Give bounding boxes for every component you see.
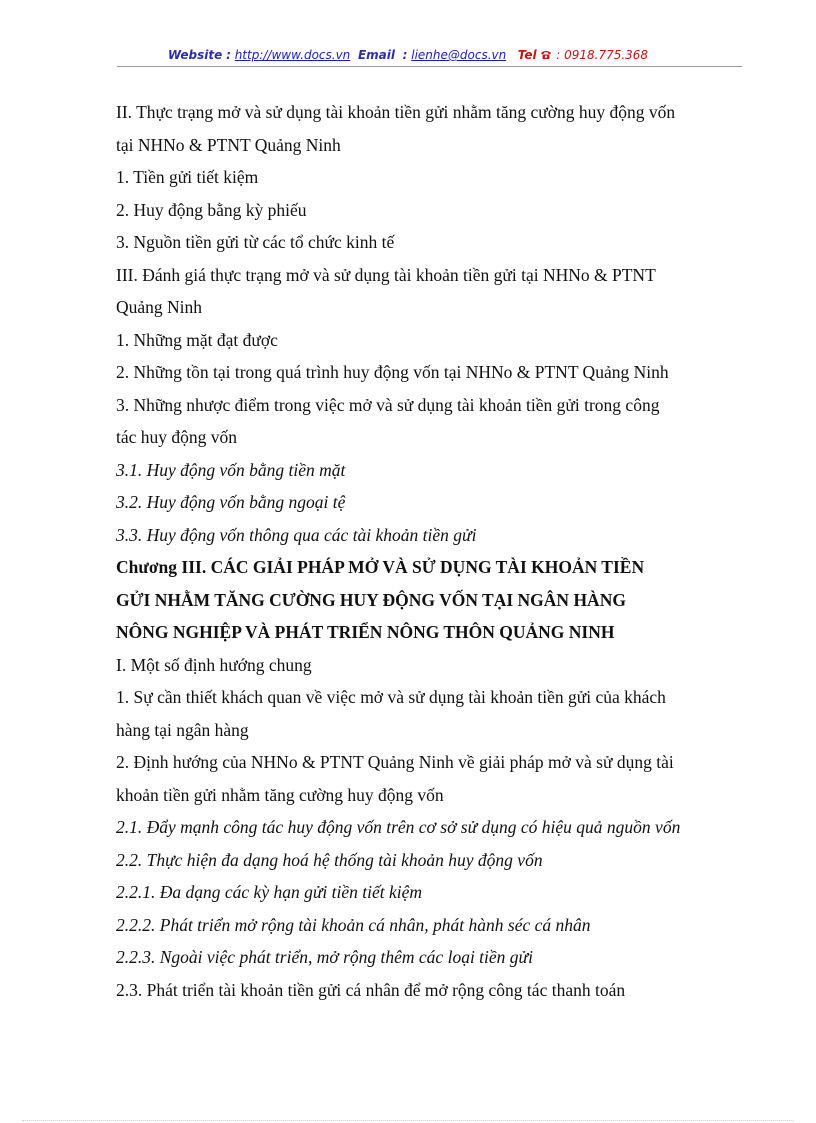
toc-line: 2.2.3. Ngoài việc phát triển, mở rộng thêm các loại tiền gửi — [116, 947, 533, 967]
toc-line: 2.3. Phát triển tài khoản tiền gửi cá nhân để mở rộng công tác thanh toán — [116, 979, 626, 1000]
toc-line: 2. Những tồn tại trong quá trình huy động vốn tại NHNo & PTNT Quảng Ninh — [116, 362, 669, 382]
toc-line: tác huy động vốn — [116, 427, 238, 447]
chapter-heading-line: NÔNG NGHIỆP VÀ PHÁT TRIỂN NÔNG THÔN QUẢNG NINH — [116, 622, 615, 642]
tel-number: : 0918.775.368 — [556, 48, 649, 62]
tel-label: Tel — [517, 48, 537, 62]
toc-line: 2.1. Đẩy mạnh công tác huy động vốn trên cơ sở sử dụng có hiệu quả nguồn vốn — [116, 817, 681, 837]
toc-line: 3.1. Huy động vốn bằng tiền mặt — [116, 459, 346, 480]
toc-line: 2.2.2. Phát triển mở rộng tài khoản cá nhân, phát hành séc cá nhân — [116, 914, 591, 935]
toc-line: 2. Định hướng của NHNo & PTNT Quảng Ninh về giải pháp mở và sử dụng tài — [116, 752, 674, 772]
website-colon: : — [226, 48, 231, 62]
toc-line: 1. Tiền gửi tiết kiệm — [116, 167, 259, 187]
toc-line: 2.2. Thực hiện đa dạng hoá hệ thống tài khoản huy động vốn — [116, 849, 543, 870]
footer-divider — [22, 1120, 794, 1121]
toc-line: tại NHNo & PTNT Quảng Ninh — [116, 134, 341, 155]
website-link[interactable]: http://www.docs.vn — [234, 48, 351, 62]
toc-line: I. Một số định hướng chung — [116, 654, 312, 675]
toc-line: 3. Những nhược điểm trong việc mở và sử dụng tài khoản tiền gửi trong công — [116, 394, 660, 415]
document-body — [116, 96, 746, 1006]
chapter-heading-line: GỬI NHẰM TĂNG CƯỜNG HUY ĐỘNG VỐN TẠI NGÂN HÀNG — [116, 589, 626, 610]
email-link[interactable]: lienhe@docs.vn — [411, 48, 507, 62]
toc-line: 3. Nguồn tiền gửi từ các tổ chức kinh tế — [116, 232, 395, 252]
toc-line: III. Đánh giá thực trạng mở và sử dụng tài khoản tiền gửi tại NHNo & PTNT — [116, 264, 656, 285]
toc-line: 1. Sự cần thiết khách quan về việc mở và sử dụng tài khoản tiền gửi của khách — [116, 687, 666, 707]
toc-line: Quảng Ninh — [116, 297, 203, 317]
toc-line: 2.2.1. Đa dạng các kỳ hạn gửi tiền tiết kiệm — [116, 882, 422, 902]
toc-line: 3.3. Huy động vốn thông qua các tài khoản tiền gửi — [116, 524, 477, 545]
header-divider — [117, 66, 742, 67]
email-label: Email — [357, 48, 395, 62]
email-colon: : — [402, 48, 408, 62]
phone-icon — [540, 47, 552, 65]
toc-line: khoản tiền gửi nhằm tăng cường huy động vốn — [116, 784, 444, 805]
toc-line: hàng tại ngân hàng — [116, 719, 249, 740]
toc-line: 2. Huy động bằng kỳ phiếu — [116, 199, 307, 220]
toc-line: 1. Những mặt đạt được — [116, 329, 278, 350]
page-header — [0, 46, 816, 65]
toc-line: II. Thực trạng mở và sử dụng tài khoản tiền gửi nhằm tăng cường huy động vốn — [116, 102, 676, 122]
toc-line: 3.2. Huy động vốn bằng ngoại tệ — [116, 492, 346, 512]
website-label: Website — [167, 48, 223, 62]
chapter-heading-line: Chương III. CÁC GIẢI PHÁP MỞ VÀ SỬ DỤNG TÀI KHOẢN TIỀN — [116, 557, 645, 577]
